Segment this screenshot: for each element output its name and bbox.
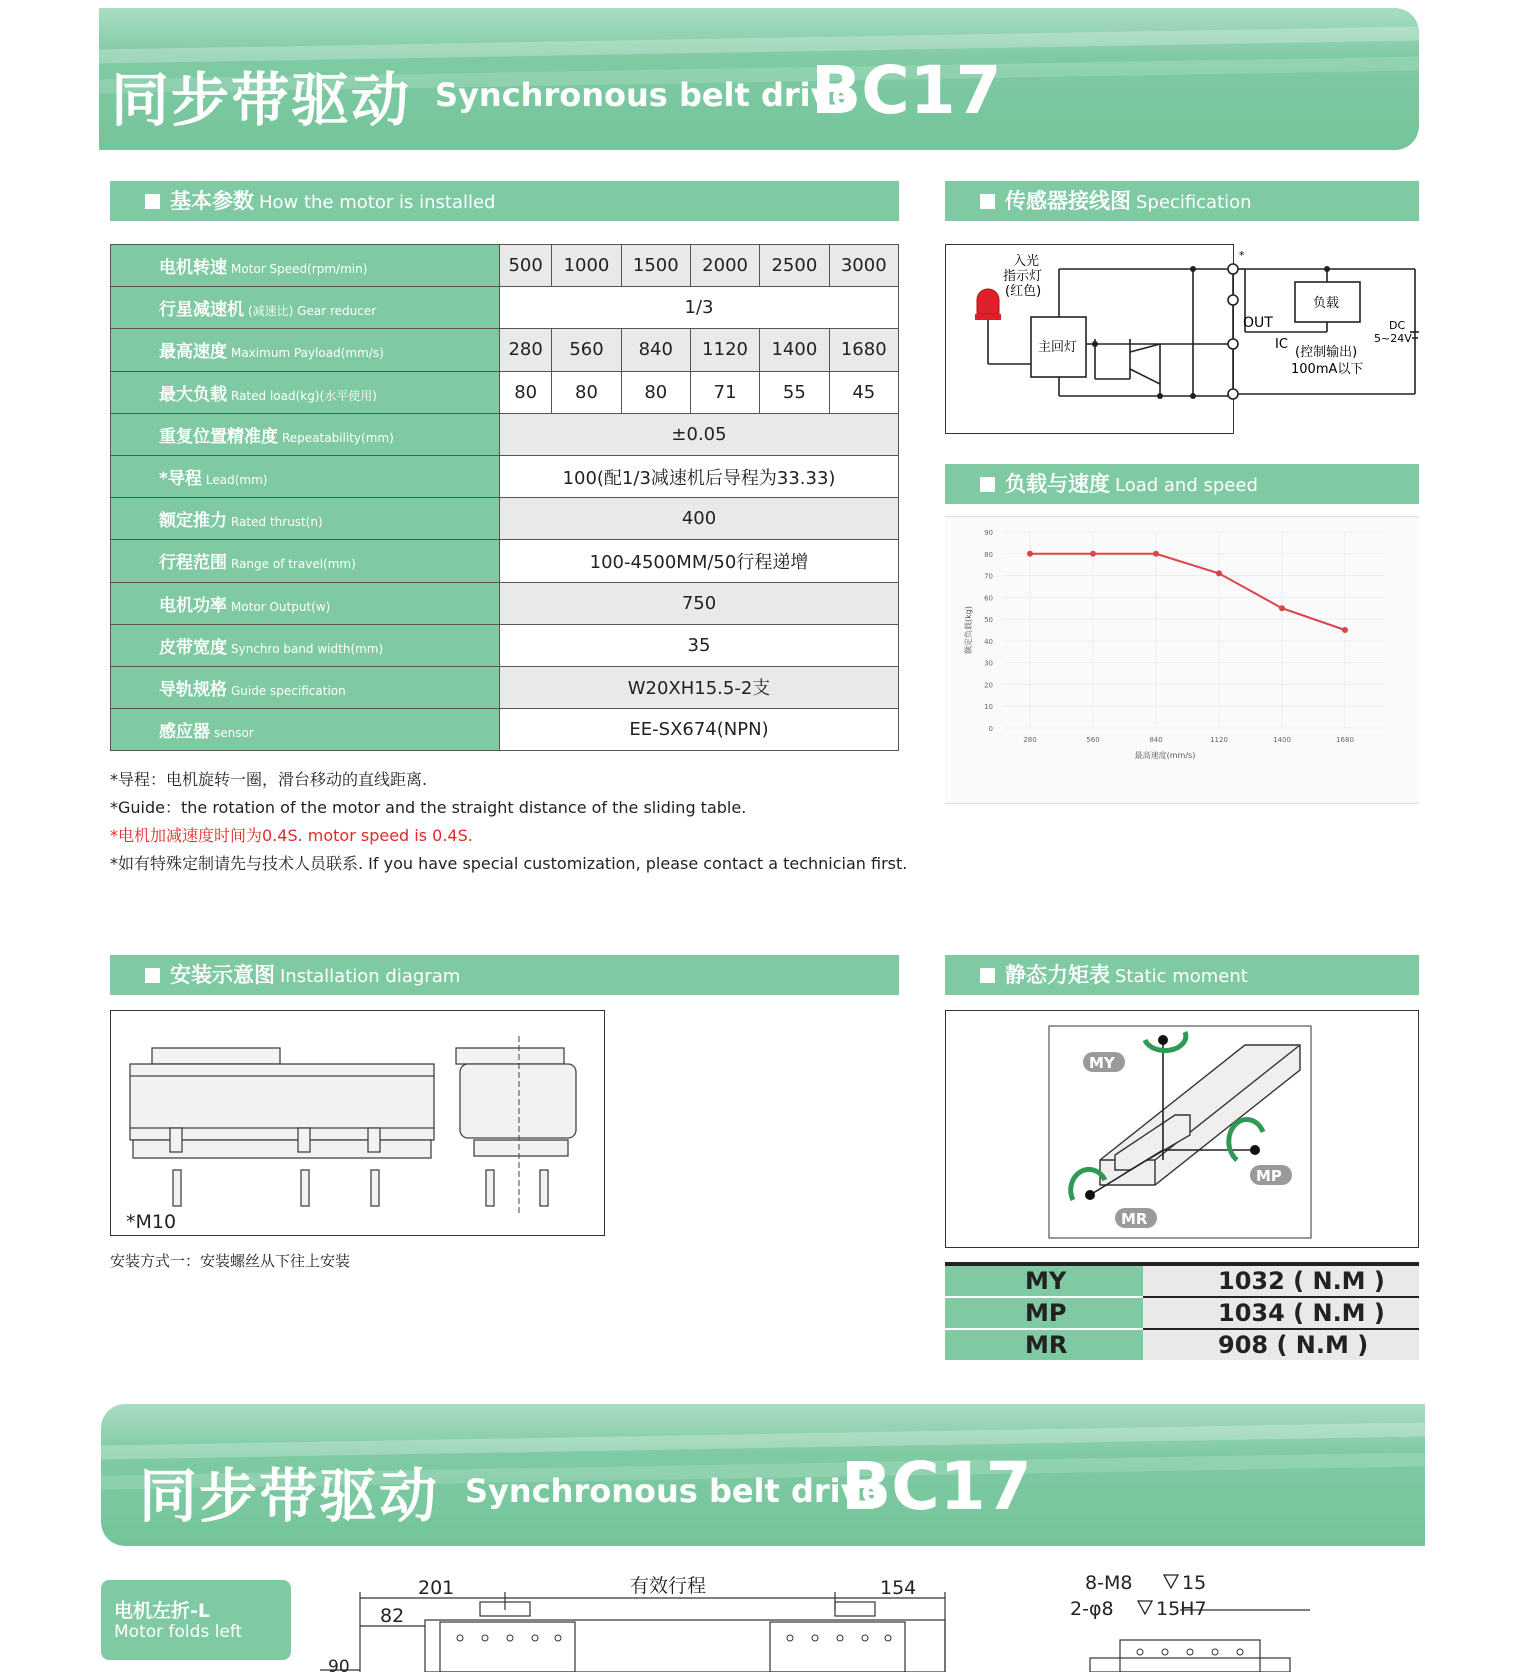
- table-row-repeat: [111, 413, 899, 455]
- y-axis-label: 额定负载(kg): [964, 606, 973, 654]
- cell: 1500: [621, 245, 690, 287]
- dim-82: 82: [380, 1605, 405, 1627]
- label-cn: 感应器: [159, 722, 210, 743]
- top-banner: [99, 8, 1419, 150]
- section-load-header: [945, 464, 1419, 504]
- row-label: [111, 540, 500, 582]
- label-en: Motor Speed(rpm/min): [231, 262, 368, 277]
- table-row: [945, 1297, 1419, 1329]
- cell: 840: [621, 329, 690, 371]
- label-en: Lead(mm): [205, 473, 268, 488]
- note-custom: *如有特殊定制请先与技术人员联系. If you have special customization, please contact a technician first.: [110, 854, 908, 873]
- moment-value: 1034 ( N.M ): [1143, 1297, 1419, 1329]
- spec-table: [110, 244, 899, 751]
- table-row-gear: [111, 287, 899, 329]
- table-row-guide: [111, 666, 899, 708]
- cell: 80: [621, 371, 690, 413]
- motor-fold-cn: 电机左折-L: [114, 1600, 210, 1622]
- table-row: [945, 1266, 1419, 1297]
- label-cn: 行程范围: [159, 553, 227, 574]
- note-lead-cn: *导程：电机旋转一圈，滑台移动的直线距离.: [110, 770, 428, 789]
- cell: 1680: [829, 329, 898, 371]
- x-tick-label: 1120: [1210, 736, 1228, 744]
- label-en: Motor Output(w): [231, 599, 331, 614]
- section-sensor-header: [945, 181, 1419, 221]
- table-row-lead: [111, 455, 899, 497]
- hole-spec-1-depth: 15: [1182, 1572, 1207, 1594]
- section-moment-cn: 静态力矩表: [1005, 963, 1110, 987]
- cell: 1/3: [500, 287, 899, 329]
- hole-spec-2-depth: 15H7: [1156, 1598, 1207, 1620]
- table-row-belt: [111, 624, 899, 666]
- table-row-maxspeed: [111, 329, 899, 371]
- label-en: Repeatability(mm): [282, 430, 394, 445]
- label-cn: 皮带宽度: [159, 637, 227, 658]
- cell: 55: [760, 371, 829, 413]
- data-point: [1342, 627, 1348, 633]
- out-label: OUT: [1243, 315, 1273, 331]
- dim-effective-stroke: 有效行程: [630, 1575, 707, 1597]
- row-label: [111, 624, 500, 666]
- series-line: [1030, 554, 1345, 630]
- ic-label: IC: [1275, 337, 1288, 352]
- moment-value: 908 ( N.M ): [1143, 1329, 1419, 1360]
- section-install-en: Installation diagram: [280, 966, 461, 987]
- row-label: [111, 582, 500, 624]
- ctrl-label: (控制输出): [1295, 345, 1358, 360]
- row-label: [111, 666, 500, 708]
- row-label: [111, 413, 500, 455]
- x-axis-label: 最高速度(mm/s): [1134, 751, 1196, 760]
- square-bullet-icon: [980, 968, 995, 983]
- lamp-label-1: 入光: [1013, 254, 1040, 269]
- my-badge: MY: [1089, 1054, 1115, 1072]
- banner2-title-en: Synchronous belt drive: [465, 1472, 884, 1510]
- install-caption: 安装方式一：安装螺丝从下往上安装: [110, 1252, 351, 1270]
- row-label: [111, 371, 500, 413]
- label-en: Maximum Payload(mm/s): [231, 346, 384, 361]
- motor-fold-tag: [101, 1580, 291, 1660]
- static-moment-svg: [945, 1010, 1419, 1248]
- cell: 400: [500, 498, 899, 540]
- indicator-lamp-icon: [977, 289, 999, 314]
- label-cn: *导程: [159, 469, 202, 490]
- table-row-power: [111, 582, 899, 624]
- data-point: [1090, 551, 1096, 557]
- m10-label: *M10: [126, 1211, 177, 1233]
- label-en: Rated thrust(n): [231, 515, 323, 530]
- cell: EE-SX674(NPN): [500, 709, 899, 751]
- data-point: [1216, 570, 1222, 576]
- x-tick-label: 1400: [1273, 736, 1291, 744]
- section-install-cn: 安装示意图: [170, 963, 275, 987]
- cell: 500: [500, 245, 552, 287]
- section-basic-cn: 基本参数: [170, 189, 254, 213]
- data-point: [1279, 605, 1285, 611]
- y-tick-label: 20: [984, 681, 993, 690]
- lamp-label-3: (红色): [1005, 284, 1042, 299]
- y-tick-label: 70: [984, 572, 993, 581]
- moment-table: [945, 1266, 1419, 1360]
- label-en: Range of travel(mm): [231, 557, 356, 572]
- table-row-sensor: [111, 709, 899, 751]
- y-tick-label: 80: [984, 550, 993, 559]
- section-basic-header: [110, 181, 899, 221]
- data-point: [1153, 551, 1159, 557]
- y-tick-label: 90: [984, 529, 993, 537]
- cell: W20XH15.5-2支: [500, 666, 899, 708]
- table-row-thrust: [111, 498, 899, 540]
- label-en: Guide specification: [231, 683, 346, 698]
- cell: 1000: [552, 245, 621, 287]
- y-tick-label: 60: [984, 594, 993, 603]
- x-tick-label: 560: [1086, 736, 1100, 744]
- star-mark: *: [1239, 249, 1245, 262]
- y-tick-label: 40: [984, 637, 993, 646]
- label-en: Rated load(kg)(水平使用): [231, 388, 377, 403]
- cell: 80: [500, 371, 552, 413]
- label-cn: 电机转速: [159, 258, 227, 279]
- label-en: sensor: [214, 726, 254, 741]
- cell: 45: [829, 371, 898, 413]
- x-tick-label: 1680: [1336, 736, 1354, 744]
- label-cn: 额定推力: [159, 511, 227, 532]
- dim-201: 201: [418, 1577, 455, 1599]
- section-load-en: Load and speed: [1115, 475, 1258, 496]
- ma-label: 100mA以下: [1291, 362, 1364, 377]
- note-lead-en: *Guide：the rotation of the motor and the straight distance of the sliding table.: [110, 798, 747, 817]
- label-cn: 最高速度: [159, 342, 227, 363]
- banner2-title-cn: 同步带驱动: [139, 1462, 440, 1530]
- cell: 1400: [760, 329, 829, 371]
- row-label: [111, 329, 500, 371]
- row-label: [111, 455, 500, 497]
- cell: 2000: [690, 245, 759, 287]
- cell: 280: [500, 329, 552, 371]
- y-tick-label: 0: [988, 725, 993, 733]
- label-cn: 导轨规格: [159, 679, 227, 700]
- square-bullet-icon: [145, 194, 160, 209]
- load-label: 负载: [1313, 296, 1340, 311]
- cell: 71: [690, 371, 759, 413]
- section-sensor-cn: 传感器接线图: [1005, 189, 1131, 213]
- data-point: [1027, 551, 1033, 557]
- section-install-header: [110, 955, 899, 995]
- section-basic-en: How the motor is installed: [259, 192, 496, 213]
- row-label: [111, 498, 500, 540]
- label-cn: 最大负载: [159, 384, 227, 405]
- motor-fold-en: Motor folds left: [114, 1622, 243, 1642]
- volt-label: 5~24V: [1374, 332, 1412, 345]
- main-circuit-label: 主回灯: [1038, 340, 1078, 355]
- hole-spec-2: 2-φ8: [1070, 1598, 1114, 1620]
- label-en: Synchro band width(mm): [231, 641, 384, 656]
- cell: 2500: [760, 245, 829, 287]
- label-cn: 电机功率: [159, 595, 227, 616]
- cell: 3000: [829, 245, 898, 287]
- row-label: [111, 245, 500, 287]
- table-row-maxload: [111, 371, 899, 413]
- square-bullet-icon: [980, 477, 995, 492]
- mr-badge: MR: [1121, 1210, 1148, 1228]
- table-row-speed: [111, 245, 899, 287]
- cell: 35: [500, 624, 899, 666]
- moment-key: MR: [945, 1329, 1143, 1360]
- label-cn: 重复位置精准度: [159, 426, 278, 447]
- banner-title-cn: 同步带驱动: [111, 66, 412, 134]
- table-row-travel: [111, 540, 899, 582]
- table-row: [945, 1329, 1419, 1360]
- cell: 100-4500MM/50行程递增: [500, 540, 899, 582]
- row-label: [111, 709, 500, 751]
- moment-key: MY: [945, 1266, 1143, 1297]
- square-bullet-icon: [980, 194, 995, 209]
- moment-value: 1032 ( N.M ): [1143, 1266, 1419, 1297]
- section-moment-header: [945, 955, 1419, 995]
- dim-154: 154: [880, 1577, 917, 1599]
- dc-label: DC: [1389, 319, 1406, 332]
- mp-badge: MP: [1256, 1167, 1282, 1185]
- lamp-label-2: 指示灯: [1003, 269, 1043, 284]
- dim-90: 90: [328, 1657, 350, 1672]
- y-tick-label: 50: [984, 616, 993, 625]
- section-load-cn: 负载与速度: [1005, 472, 1110, 496]
- load-speed-chart: [945, 516, 1419, 802]
- section-moment-en: Static moment: [1115, 966, 1248, 987]
- cell: 1120: [690, 329, 759, 371]
- label-en: (减速比) Gear reducer: [248, 304, 377, 319]
- cell: 750: [500, 582, 899, 624]
- row-label: [111, 287, 500, 329]
- dimension-drawing: [300, 1570, 1320, 1672]
- banner-title-en: Synchronous belt drive: [435, 76, 854, 114]
- cell: 80: [552, 371, 621, 413]
- y-tick-label: 30: [984, 659, 993, 668]
- x-tick-label: 280: [1023, 736, 1037, 744]
- sensor-wiring-svg: [945, 244, 1419, 434]
- y-tick-label: 10: [984, 703, 993, 712]
- bottom-banner: [101, 1404, 1425, 1546]
- cell: 100(配1/3减速机后导程为33.33): [500, 455, 899, 497]
- section-sensor-en: Specification: [1136, 192, 1252, 213]
- label-cn: 行星减速机: [159, 300, 244, 321]
- note-accel: *电机加减速度时间为0.4S. motor speed is 0.4S.: [110, 826, 473, 845]
- moment-key: MP: [945, 1297, 1143, 1329]
- square-bullet-icon: [145, 968, 160, 983]
- banner2-model: BC17: [841, 1448, 1032, 1525]
- installation-svg: [110, 1010, 605, 1236]
- hole-spec-1: 8-M8: [1085, 1572, 1133, 1594]
- cell: 560: [552, 329, 621, 371]
- banner-model: BC17: [811, 52, 1002, 129]
- x-tick-label: 840: [1149, 736, 1163, 744]
- cell: ±0.05: [500, 413, 899, 455]
